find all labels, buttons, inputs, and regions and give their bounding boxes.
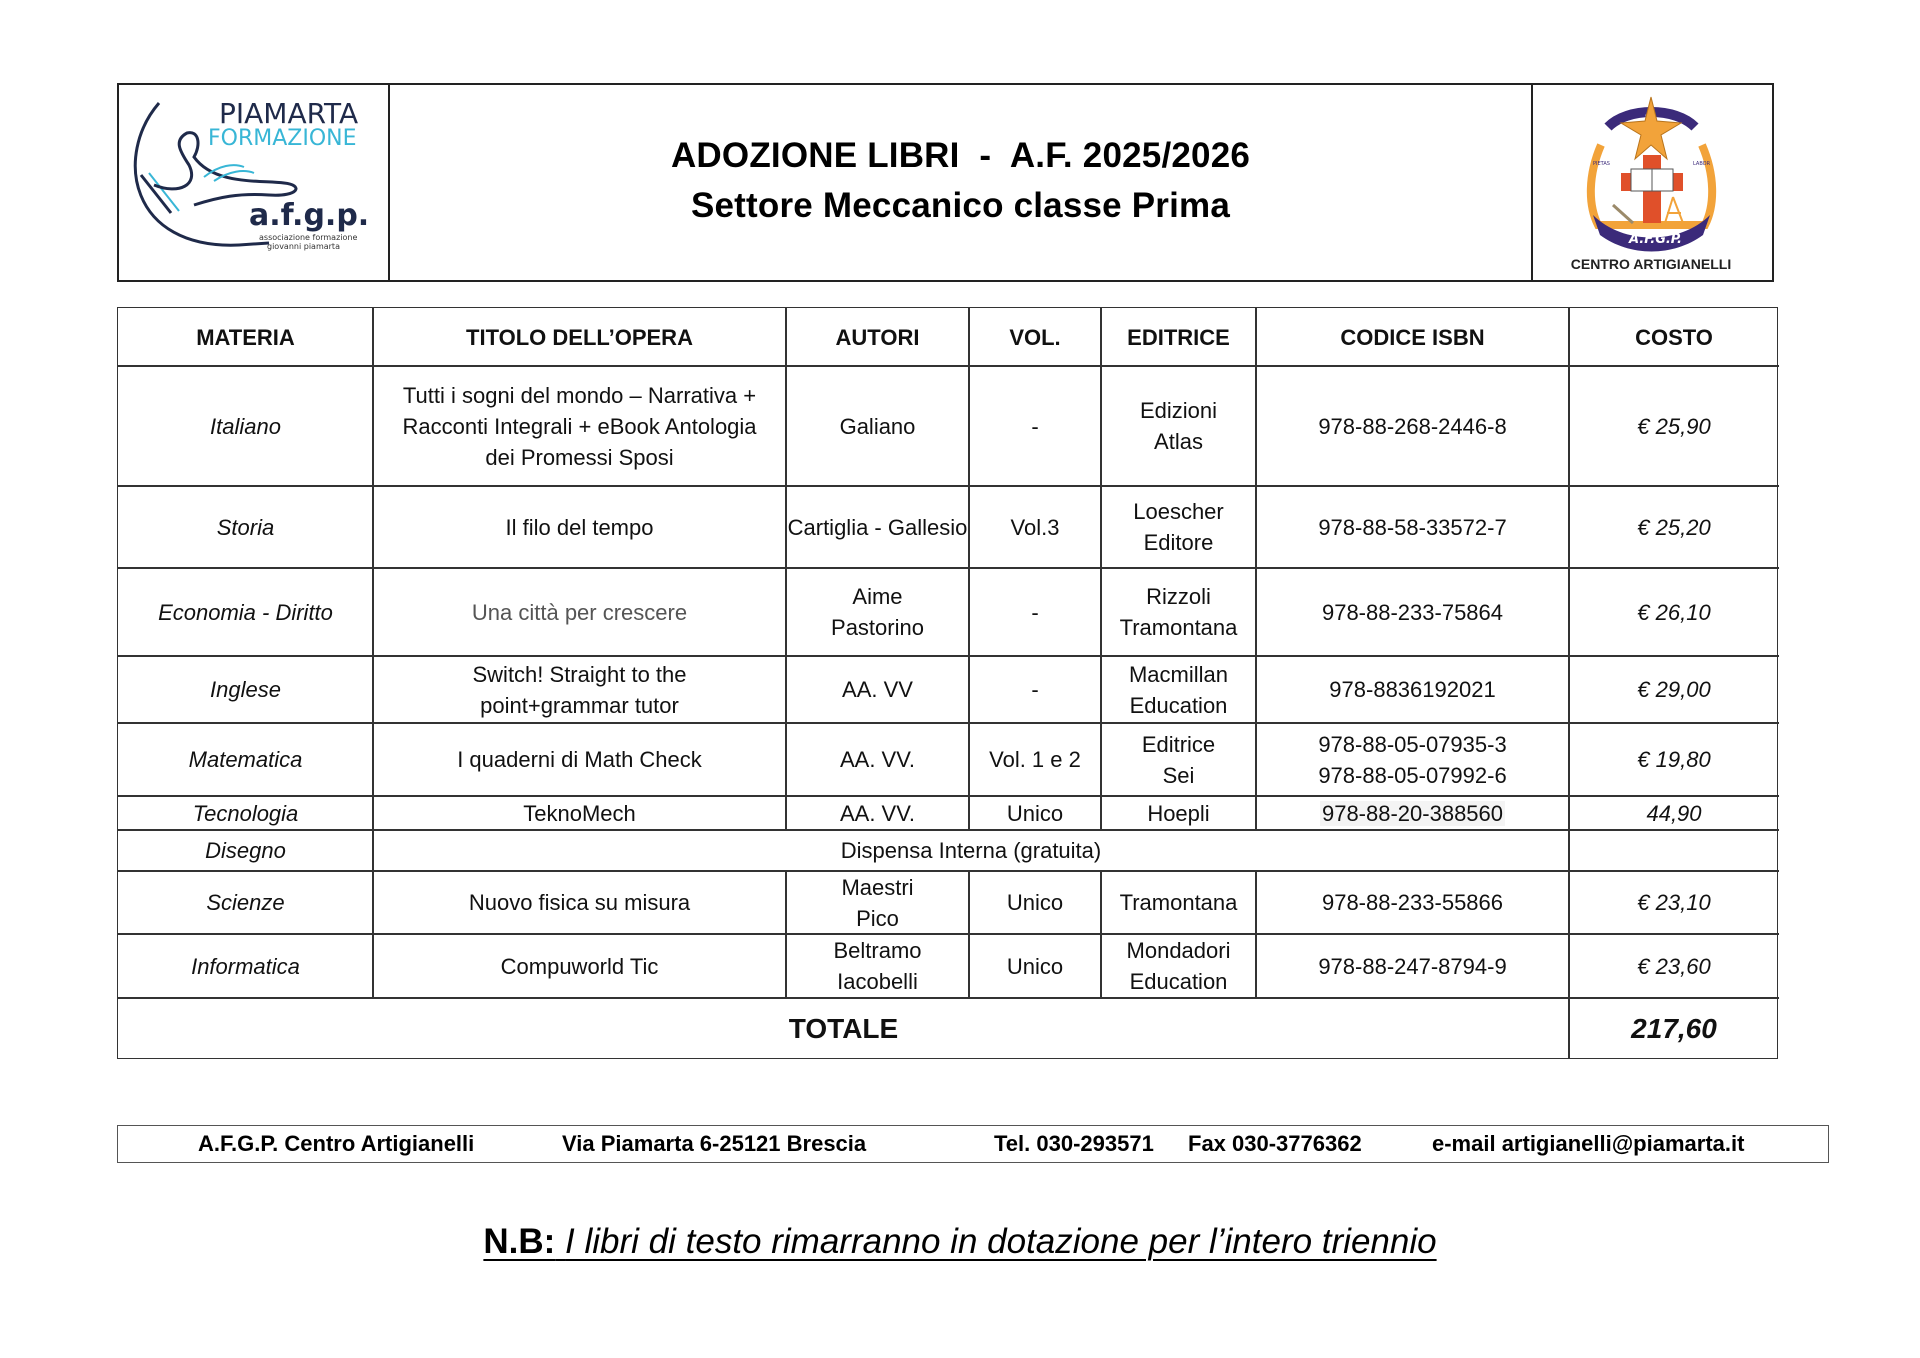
cell-vol xyxy=(969,568,1101,656)
cell-editrice xyxy=(1101,871,1256,934)
cell-text: € 26,10 xyxy=(1637,599,1711,625)
cell-text: Tutti i sogni del mondo – Narrativa + xyxy=(402,382,757,408)
column-divider xyxy=(968,568,970,656)
column-divider xyxy=(1255,656,1257,723)
cell-text: Editrice xyxy=(1141,731,1216,757)
cell-text: 978-8836192021 xyxy=(1329,677,1496,702)
cell-vol xyxy=(969,656,1101,723)
cell-editrice xyxy=(1101,656,1256,723)
column-divider xyxy=(1255,934,1257,998)
cell-editrice xyxy=(1101,796,1256,830)
cell-text: Unico xyxy=(1006,890,1064,915)
cell-autori xyxy=(786,656,969,723)
cell-text: € 25,90 xyxy=(1637,413,1711,439)
cell-costo xyxy=(1569,723,1779,796)
cell-autori xyxy=(786,796,969,830)
cell-text: Mondadori xyxy=(1126,938,1231,963)
cell-costo xyxy=(1569,486,1779,568)
cell-editrice xyxy=(1101,934,1256,998)
column-header-materia xyxy=(118,308,373,366)
cell-autori xyxy=(786,366,969,486)
cell-titolo xyxy=(373,934,786,998)
cell-titolo xyxy=(373,568,786,656)
cell-text: AA. VV xyxy=(842,677,913,702)
cell-costo xyxy=(1569,934,1779,998)
cell-text: Dispensa Interna (gratuita) xyxy=(840,838,1102,863)
cell-vol xyxy=(969,934,1101,998)
column-divider xyxy=(372,934,374,998)
cell-text: 978-88-233-75864 xyxy=(1321,599,1504,625)
cell-titolo xyxy=(373,796,786,830)
column-divider xyxy=(785,486,787,568)
document-header xyxy=(117,83,1774,282)
cell-vol xyxy=(969,871,1101,934)
cell-text: Hoepli xyxy=(1147,800,1210,826)
cell-costo xyxy=(1569,366,1779,486)
cell-text: Tramontana xyxy=(1119,615,1238,640)
column-divider xyxy=(785,366,787,486)
logo-subname: FORMAZIONE xyxy=(208,126,357,151)
cell-text: - xyxy=(1031,677,1039,702)
cell-text: Informatica xyxy=(191,953,300,979)
cell-text: 44,90 xyxy=(1646,800,1702,826)
cell-text: Sei xyxy=(1162,762,1195,788)
contact-footer xyxy=(117,1125,1829,1163)
cell-isbn xyxy=(1256,486,1569,568)
document-subtitle: Settore Meccanico classe Prima xyxy=(690,185,1231,225)
cell-materia xyxy=(118,871,373,934)
cell-text: 217,60 xyxy=(1631,1013,1717,1044)
cell-text: Vol.3 xyxy=(1010,514,1060,540)
cell-text: Education xyxy=(1129,969,1228,994)
cell-text: 978-88-05-07935-3 xyxy=(1318,731,1507,757)
crest-caption: CENTRO ARTIGIANELLI xyxy=(1570,256,1732,272)
cell-text: € 19,80 xyxy=(1637,747,1711,772)
column-divider xyxy=(1255,723,1257,796)
cell-costo xyxy=(1569,568,1779,656)
column-divider xyxy=(785,723,787,796)
column-divider xyxy=(1568,486,1570,568)
footer-phone: Tel. 030-293571 xyxy=(994,1131,1154,1156)
cell-costo xyxy=(1569,656,1779,723)
cell-text: point+grammar tutor xyxy=(480,692,679,718)
cell-isbn xyxy=(1256,568,1569,656)
cell-text: MATERIA xyxy=(196,324,295,350)
column-divider xyxy=(1100,796,1102,830)
piamarta-logo-graphic xyxy=(119,85,386,280)
column-divider xyxy=(785,656,787,723)
logo-name: PIAMARTA xyxy=(219,97,359,130)
cell-titolo xyxy=(373,723,786,796)
cell-text: Maestri xyxy=(841,874,914,900)
cell-materia xyxy=(118,830,373,871)
cell-text: AA. VV. xyxy=(839,800,915,826)
column-divider xyxy=(968,656,970,723)
logo-tagline-2: giovanni piamarta xyxy=(267,242,340,251)
cell-text: Unico xyxy=(1006,953,1064,979)
cell-text: - xyxy=(1031,413,1039,439)
cell-titolo xyxy=(373,486,786,568)
logo-tagline-1: associazione formazione xyxy=(259,233,358,242)
cell-text: TITOLO DELL’OPERA xyxy=(466,324,693,350)
cell-text: Unico xyxy=(1006,800,1064,826)
document-title-block xyxy=(390,85,1531,280)
cell-text: Il filo del tempo xyxy=(505,514,654,540)
column-header-costo xyxy=(1569,308,1779,366)
cell-titolo xyxy=(373,871,786,934)
column-divider xyxy=(1255,366,1257,486)
cell-vol xyxy=(969,486,1101,568)
column-divider xyxy=(1568,871,1570,934)
column-divider xyxy=(1568,366,1570,486)
cell-materia xyxy=(118,934,373,998)
cell-text: Beltramo xyxy=(833,938,922,963)
column-divider xyxy=(1568,998,1570,1059)
column-header-autori xyxy=(786,308,969,366)
cell-isbn xyxy=(1256,934,1569,998)
cell-text: 978-88-20-388560 xyxy=(1321,800,1504,826)
column-divider xyxy=(968,723,970,796)
cell-text: Inglese xyxy=(210,677,281,702)
cell-autori xyxy=(786,934,969,998)
cell-isbn xyxy=(1256,723,1569,796)
column-divider xyxy=(372,796,374,830)
column-divider xyxy=(1100,656,1102,723)
total-value xyxy=(1569,998,1779,1059)
document-title: ADOZIONE LIBRI - A.F. 2025/2026 xyxy=(670,135,1251,175)
footer-org: A.F.G.P. Centro Artigianelli xyxy=(198,1131,475,1156)
crest-motto-left: PIETAS xyxy=(1593,161,1610,167)
column-divider xyxy=(968,871,970,934)
column-divider xyxy=(1255,796,1257,830)
cell-text: Italiano xyxy=(210,413,281,439)
cell-text: TeknoMech xyxy=(523,800,636,826)
cell-text: COSTO xyxy=(1635,324,1713,350)
cell-text: Editore xyxy=(1143,530,1214,555)
cell-text: AUTORI xyxy=(835,324,920,350)
crest-acronym: A.F.G.P. xyxy=(1629,232,1682,247)
column-divider xyxy=(1568,568,1570,656)
cell-materia xyxy=(118,723,373,796)
cell-text: Tramontana xyxy=(1119,890,1238,915)
column-header-titolo xyxy=(373,308,786,366)
cell-text: Una città per crescere xyxy=(471,599,688,625)
column-divider xyxy=(785,568,787,656)
column-divider xyxy=(1568,656,1570,723)
column-header-isbn xyxy=(1256,308,1569,366)
cell-text: EDITRICE xyxy=(1127,324,1230,350)
cell-text: Cartiglia - Gallesio xyxy=(787,514,968,540)
cell-text: - xyxy=(1031,599,1039,625)
column-divider xyxy=(785,934,787,998)
footer-address: Via Piamarta 6-25121 Brescia xyxy=(562,1131,867,1156)
cell-text: VOL. xyxy=(1009,324,1061,350)
column-divider xyxy=(372,723,374,796)
cell-titolo xyxy=(373,656,786,723)
cell-text: 978-88-268-2446-8 xyxy=(1318,413,1507,439)
footer-fax: Fax 030-3776362 xyxy=(1188,1131,1362,1156)
cell-text: Vol. 1 e 2 xyxy=(989,747,1081,772)
cell-vol xyxy=(969,796,1101,830)
cell-autori xyxy=(786,486,969,568)
column-divider xyxy=(1100,723,1102,796)
cell-text: Macmillan xyxy=(1128,661,1229,687)
cell-autori xyxy=(786,723,969,796)
cell-costo-empty xyxy=(1569,830,1779,871)
column-divider xyxy=(372,366,374,486)
cell-vol xyxy=(969,723,1101,796)
cell-materia xyxy=(118,796,373,830)
cell-text: € 23,60 xyxy=(1637,953,1711,979)
cell-text: Loescher xyxy=(1133,499,1224,524)
cell-vol xyxy=(969,366,1101,486)
cell-titolo xyxy=(373,366,786,486)
cell-text: Rizzoli xyxy=(1146,584,1211,609)
column-divider xyxy=(968,934,970,998)
column-divider xyxy=(968,796,970,830)
column-divider xyxy=(1100,568,1102,656)
column-divider xyxy=(1255,568,1257,656)
footnote-text: I libri di testo rimarranno in dotazione per l’intero triennio xyxy=(565,1222,1437,1261)
cell-costo xyxy=(1569,871,1779,934)
column-divider xyxy=(785,308,787,366)
cell-editrice xyxy=(1101,486,1256,568)
cell-text: CODICE ISBN xyxy=(1340,324,1485,350)
cell-text: Tecnologia xyxy=(192,800,299,826)
footer-email[interactable]: e-mail artigianelli@piamarta.it xyxy=(1432,1131,1745,1156)
cell-text: Aime xyxy=(852,584,903,609)
column-header-editrice xyxy=(1101,308,1256,366)
column-divider xyxy=(1255,308,1257,366)
column-divider xyxy=(968,366,970,486)
cell-text: Education xyxy=(1129,692,1228,718)
cell-text: Pico xyxy=(856,905,899,931)
column-header-vol xyxy=(969,308,1101,366)
cell-text: € 29,00 xyxy=(1637,677,1711,702)
column-divider xyxy=(1100,366,1102,486)
cell-text: € 25,20 xyxy=(1637,514,1711,540)
column-divider xyxy=(372,656,374,723)
cell-text: AA. VV. xyxy=(839,747,915,772)
cell-text: 978-88-05-07992-6 xyxy=(1318,762,1507,788)
cell-materia xyxy=(118,486,373,568)
column-divider xyxy=(372,830,374,871)
footnote xyxy=(0,1222,1920,1262)
column-divider xyxy=(785,796,787,830)
centro-artigianelli-logo xyxy=(1531,85,1772,280)
footnote-label: N.B: xyxy=(483,1222,556,1261)
column-divider xyxy=(372,568,374,656)
logo-acronym: a.f.g.p. xyxy=(249,198,370,233)
cell-text: 978-88-233-55866 xyxy=(1321,890,1504,915)
cell-text: Iacobelli xyxy=(837,969,918,994)
column-divider xyxy=(1255,486,1257,568)
cell-editrice xyxy=(1101,723,1256,796)
column-divider xyxy=(372,871,374,934)
cell-text: Nuovo fisica su misura xyxy=(468,890,691,915)
cell-isbn xyxy=(1256,366,1569,486)
cell-text: I quaderni di Math Check xyxy=(457,747,702,772)
column-divider xyxy=(1255,871,1257,934)
cell-text: Storia xyxy=(216,514,275,540)
column-divider xyxy=(1568,308,1570,366)
cell-text: Edizioni xyxy=(1139,398,1218,423)
crest-motto-right: LABOR xyxy=(1693,161,1711,167)
cell-isbn xyxy=(1256,871,1569,934)
cell-text: Switch! Straight to the xyxy=(472,661,687,687)
cell-editrice xyxy=(1101,568,1256,656)
column-divider xyxy=(968,486,970,568)
afgp-crest-icon xyxy=(1533,85,1770,280)
column-divider xyxy=(372,308,374,366)
column-divider xyxy=(372,486,374,568)
column-divider xyxy=(1568,723,1570,796)
cell-text: Compuworld Tic xyxy=(500,953,659,979)
column-divider xyxy=(1100,308,1102,366)
cell-materia xyxy=(118,656,373,723)
cell-text: Galiano xyxy=(839,413,916,439)
cell-text: Racconti Integrali + eBook Antologia xyxy=(402,413,757,439)
cell-note xyxy=(373,830,1569,871)
column-divider xyxy=(968,308,970,366)
cell-text: dei Promessi Sposi xyxy=(485,444,674,470)
cell-materia xyxy=(118,366,373,486)
column-divider xyxy=(1100,934,1102,998)
cell-text: 978-88-58-33572-7 xyxy=(1318,514,1507,540)
cell-text: € 23,10 xyxy=(1637,890,1711,915)
column-divider xyxy=(1100,486,1102,568)
cell-autori xyxy=(786,871,969,934)
piamarta-formazione-logo xyxy=(119,85,390,280)
cell-editrice xyxy=(1101,366,1256,486)
textbook-table xyxy=(117,307,1778,1059)
cell-text: 978-88-247-8794-9 xyxy=(1318,953,1507,979)
cell-materia xyxy=(118,568,373,656)
cell-costo xyxy=(1569,796,1779,830)
column-divider xyxy=(1568,796,1570,830)
cell-isbn xyxy=(1256,796,1569,830)
cell-text: Pastorino xyxy=(831,615,924,640)
total-label xyxy=(118,998,1569,1059)
cell-text: TOTALE xyxy=(788,1013,899,1044)
cell-text: Scienze xyxy=(206,890,285,915)
column-divider xyxy=(1100,871,1102,934)
cell-text: Disegno xyxy=(205,838,286,863)
cell-text: Matematica xyxy=(188,747,303,772)
cell-text: Atlas xyxy=(1154,429,1203,454)
cell-autori xyxy=(786,568,969,656)
column-divider xyxy=(1568,934,1570,998)
cell-text: Economia - Diritto xyxy=(158,599,333,625)
column-divider xyxy=(785,871,787,934)
cell-isbn xyxy=(1256,656,1569,723)
